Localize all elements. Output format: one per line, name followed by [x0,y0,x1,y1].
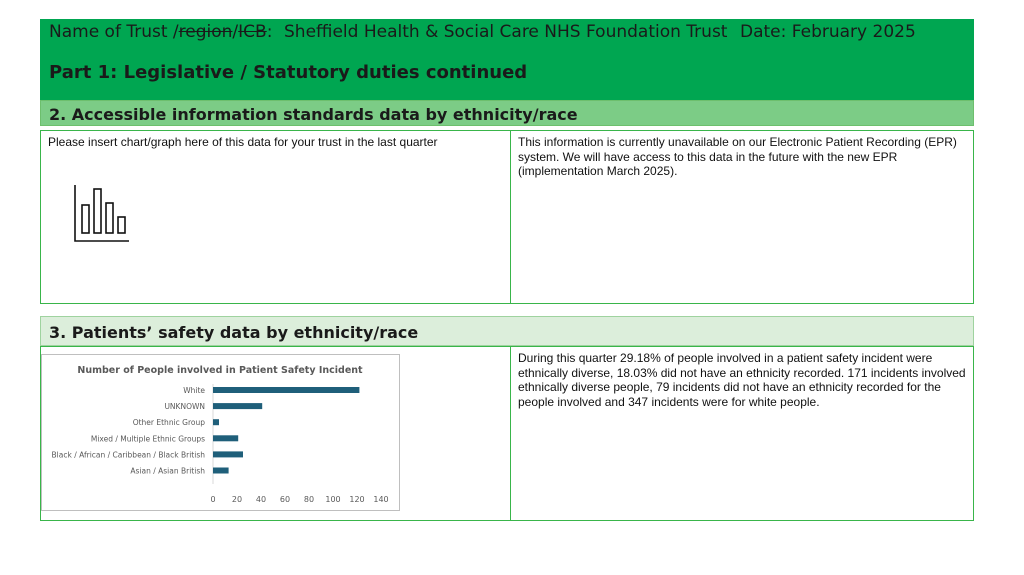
patient-safety-bar-chart [42,355,399,510]
bar [213,419,219,425]
section-2-right-cell [510,130,974,304]
section-3-info-text: During this quarter 29.18% of people involved in a patient safety incident were ethnically diverse, 18.03% did not have an ethnicity recorded. 171 incidents involved ethnically diverse people, 79 incidents did not have an ethnicity recorded for the people involved and 347 incidents were for white people. [518,351,966,409]
section-3-title: 3. Patients’ safety data by ethnicity/race [40,316,974,346]
category-label: Other Ethnic Group [132,418,205,428]
category-label: Black / African / Caribbean / Black British [51,450,205,460]
x-tick-label: 20 [231,495,243,504]
chart-title: Number of People involved in Patient Safety Incident [77,365,363,376]
section-3-right-cell [510,346,974,521]
page-header [40,19,974,100]
x-tick-label: 60 [279,495,291,504]
bar [213,403,262,409]
x-tick-label: 100 [325,495,341,504]
section-2-left-cell [40,130,511,304]
section-2-info-text: This information is currently unavailable on our Electronic Patient Recording (EPR) system. We will have access to this data in the future with the new EPR (implementation March 2025). [518,135,957,178]
x-tick-label: 120 [349,495,365,504]
chart-placeholder-text: Please insert chart/graph here of this data for your trust in the last quarter [48,135,438,149]
bar [213,451,243,457]
category-label: White [183,386,205,395]
section-3-left-cell [40,346,511,521]
x-tick-label: 80 [303,495,315,504]
category-label: Asian / Asian British [130,466,205,476]
report-date: Date: February 2025 [740,22,916,42]
category-label: Mixed / Multiple Ethnic Groups [90,434,205,444]
bar-chart-icon [73,185,131,243]
bar [213,468,229,474]
section-2-title: 2. Accessible information standards data by ethnicity/race [40,100,974,126]
x-tick-label: 0 [210,495,216,504]
x-tick-label: 140 [373,495,389,504]
trust-name: Sheffield Health & Social Care NHS Foundation Trust [284,22,728,42]
part-title: Part 1: Legislative / Statutory duties continued [49,62,528,83]
chart-frame [41,354,400,511]
category-label: UNKNOWN [164,402,205,412]
x-tick-label: 40 [255,495,267,504]
bar [213,387,359,393]
bar [213,435,238,441]
trust-name-label: Name of Trust /region/ICB: [49,22,273,42]
